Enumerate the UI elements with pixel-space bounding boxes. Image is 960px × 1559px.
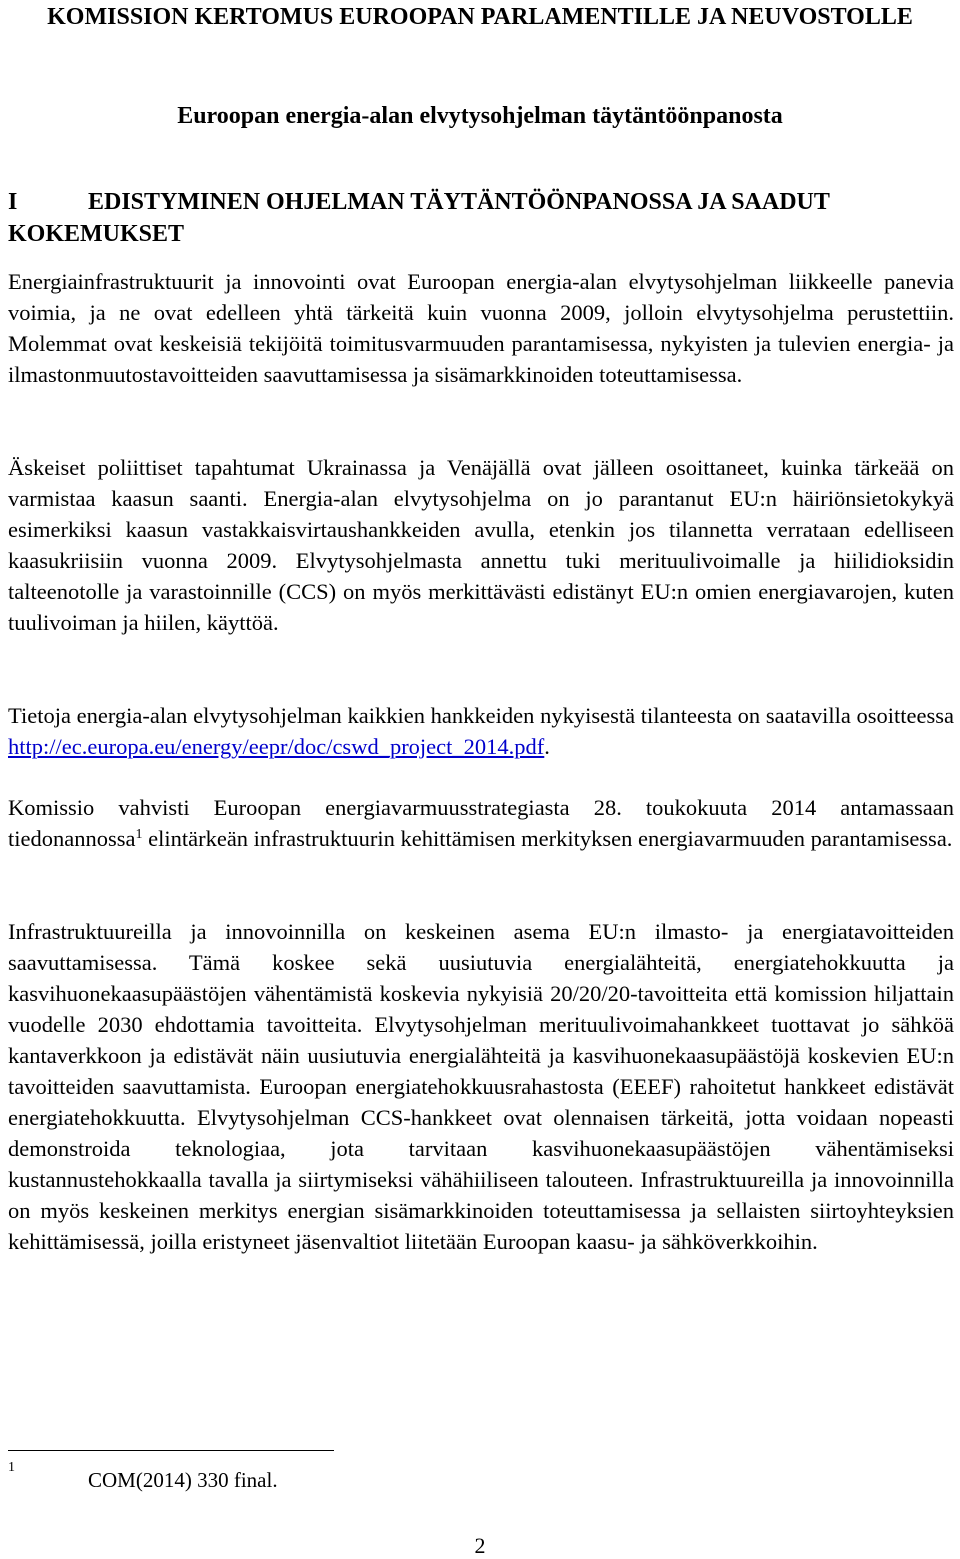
- paragraph-3-text: Tietoja energia-alan elvytysohjelman kaikkien hankkeiden nykyisestä tilanteesta on saatavilla osoitteessa: [8, 703, 954, 728]
- footnote-text: COM(2014) 330 final.: [88, 1468, 278, 1492]
- section-title: EDISTYMINEN OHJELMAN TÄYTÄNTÖÖNPANOSSA JA SAADUT KOKEMUKSET: [8, 189, 830, 247]
- paragraph-3-end: .: [544, 734, 550, 759]
- document-subtitle: Euroopan energia-alan elvytysohjelman täytäntöönpanosta: [177, 103, 783, 129]
- paragraph-1: Energiainfrastruktuurit ja innovointi ovat Euroopan energia-alan elvytysohjelman liikkeelle panevia voimia, ja ne ovat edelleen yhtä tärkeitä kuin vuonna 2009, jolloin elvytysohjelma perustettiin. Molemmat ovat keskeisiä tekijöitä toimitusvarmuuden parantamisessa, nykyisten ja tulevien energia- ja ilmastonmuutostavoitteiden saavuttamisessa ja sisämarkkinoiden toteuttamisessa.: [8, 269, 954, 387]
- footnote-number: 1: [8, 1460, 15, 1475]
- page-number: 2: [474, 1533, 486, 1558]
- document-title: KOMISSION KERTOMUS EUROOPAN PARLAMENTILLE JA NEUVOSTOLLE: [47, 4, 913, 30]
- paragraph-2: Äskeiset poliittiset tapahtumat Ukrainassa ja Venäjällä ovat jälleen osoittaneet, kuinka tärkeää on varmistaa kaasun saanti. Energia-alan elvytysohjelma on jo parantanut EU:n häiriönsietokykyä esimerkiksi kaasun vastakkaisvirtaushankkeiden avulla, etenkin jos tilannetta verrataan edelliseen kaasukriisiin vuonna 2009. Elvytysohjelmasta annettu tuki merituulivoimalle ja hiilidioksidin talteenotolle ja varastoinnille (CCS) on myös merkittävästi edistänyt EU:n omien energiavarojen, kuten tuulivoiman ja hiilen, käyttöä.: [8, 455, 954, 635]
- paragraph-4: [8, 792, 954, 854]
- paragraph-4-text: Komissio vahvisti Euroopan energiavarmuusstrategiasta 28. toukokuuta 2014 antamassaan tiedonannossa: [8, 795, 954, 851]
- footnote-separator: [8, 1450, 334, 1451]
- paragraph-4-end: elintärkeän infrastruktuurin kehittämisen merkityksen energiavarmuuden parantamisessa.: [142, 826, 953, 851]
- section-number: I: [8, 189, 18, 215]
- paragraph-3: [8, 700, 954, 762]
- paragraph-5: Infrastruktuureilla ja innovoinnilla on keskeinen asema EU:n ilmasto- ja energiatavoitteiden saavuttamisessa. Tämä koskee sekä uusiutuvia energialähteitä, energiatehokkuutta ja kasvihuonekaasupäästöjen vähentämistä koskevia nykyisiä 20/20/20-tavoitteita että komission hiljattain vuodelle 2030 ehdottamia tavoitteita. Elvytysohjelman merituulivoimahankkeet tuottavat jo sähköä kantaverkkoon ja edistävät näin uusiutuvia energialähteitä ja kasvihuonekaasupäästöjä koskevien EU:n tavoitteiden saavuttamista. Euroopan energiatehokkuusrahastosta (EEEF) rahoitetut hankkeet edistävät energiatehokkuutta. Elvytysohjelman CCS-hankkeet ovat olennaisen tärkeitä, jotta voidaan nopeasti demonstroida teknologiaa, jota tarvitaan kasvihuonekaasupäästöjen vähentämiseksi kustannustehokkaalla tavalla ja siirtymiseksi vähähiiliseen talouteen. Infrastruktuureilla ja innovoinnilla on myös keskeinen merkitys energian sisämarkkinoiden toteuttamisessa ja sellaisten siirtoyhteyksien kehittämisessä, joilla eristyneet jäsenvaltiot liitetään Euroopan kaasu- ja sähköverkkoihin.: [8, 919, 954, 1254]
- project-status-link[interactable]: http://ec.europa.eu/energy/eepr/doc/cswd_project_2014.pdf: [8, 734, 545, 759]
- footnote-reference[interactable]: 1: [135, 827, 143, 842]
- section-heading: [8, 186, 954, 250]
